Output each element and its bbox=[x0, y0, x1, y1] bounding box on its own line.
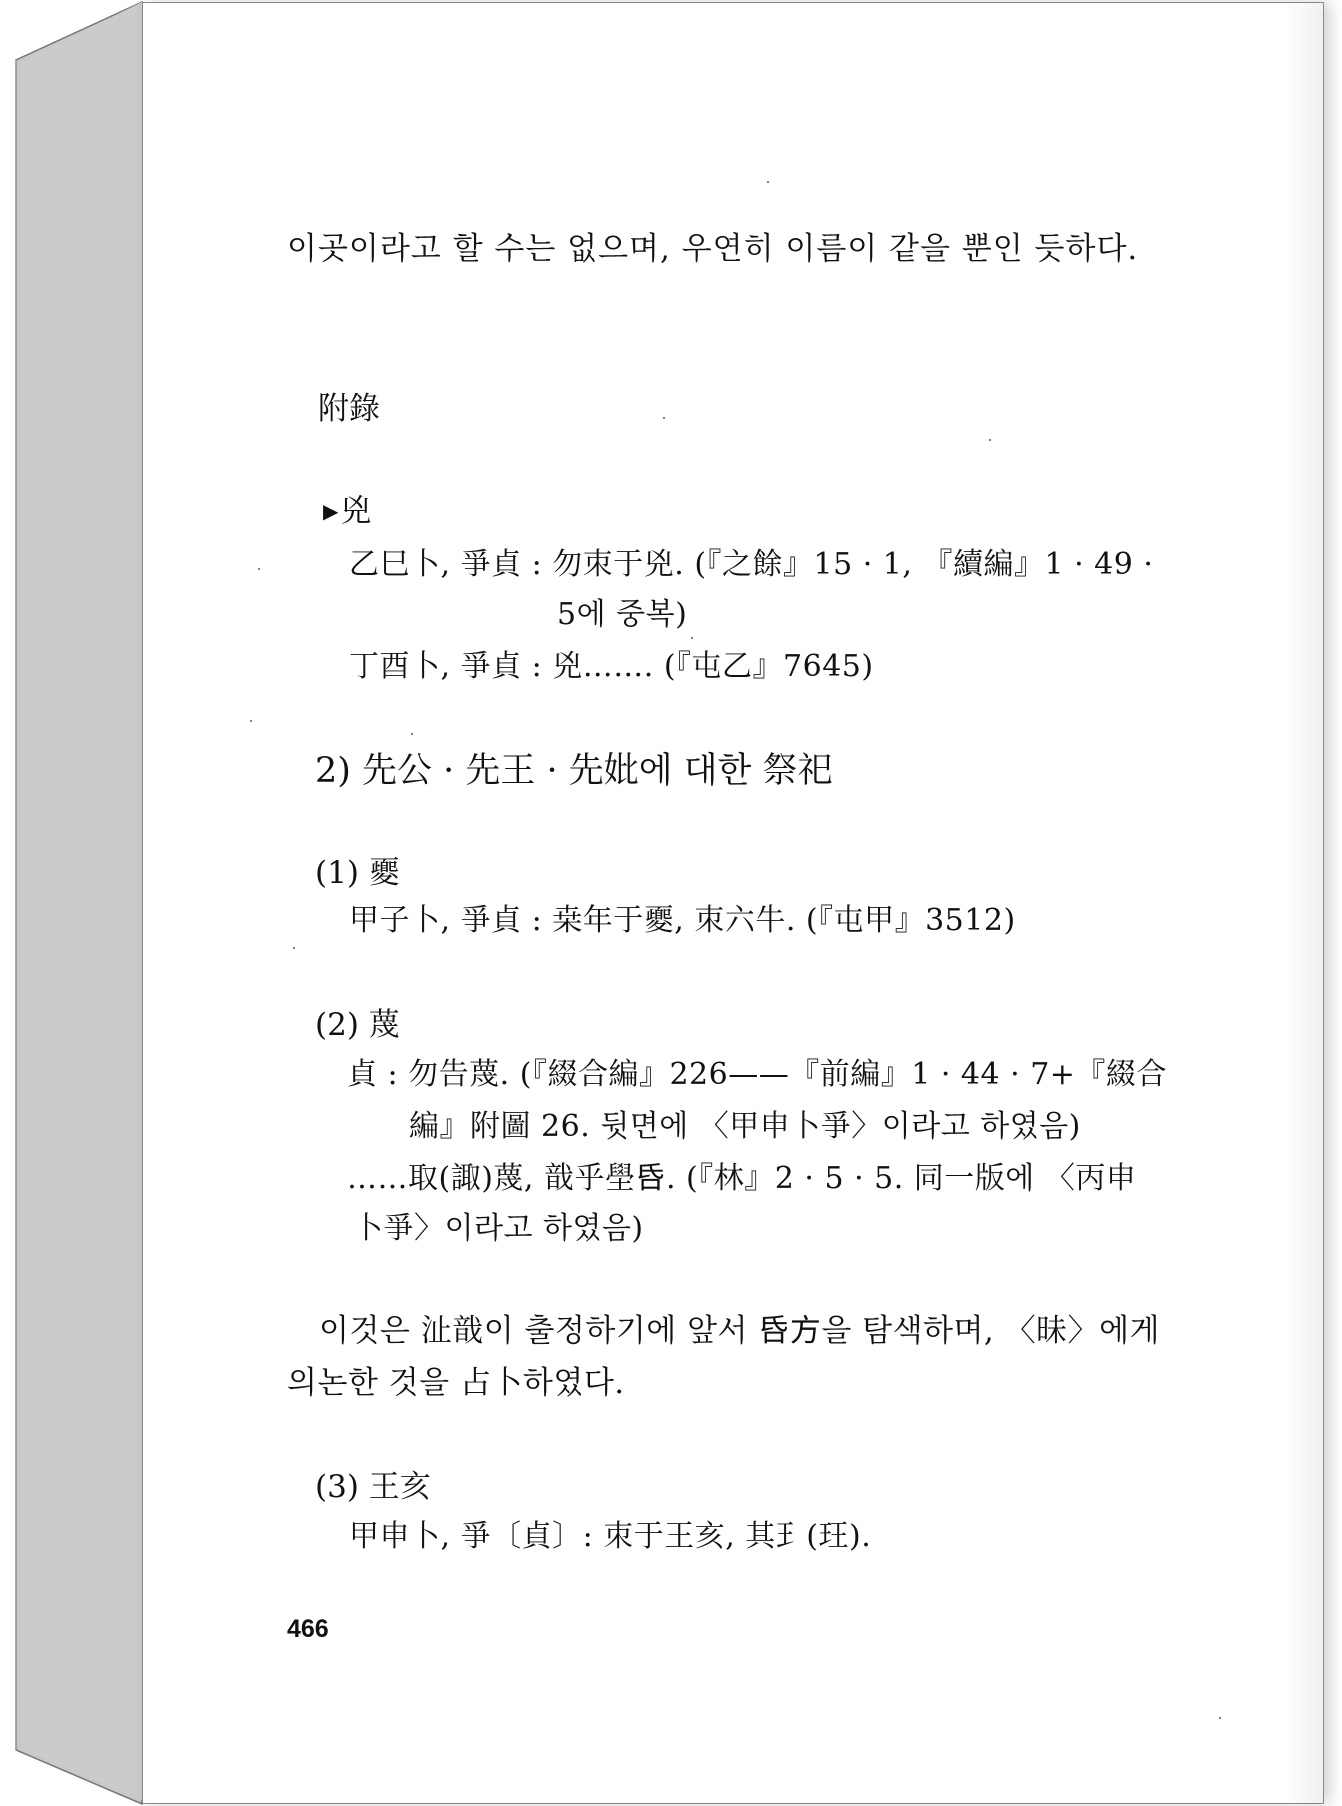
scan-speck bbox=[250, 720, 252, 722]
scan-speck bbox=[258, 568, 260, 570]
sub3-heading: (3) 王亥 bbox=[315, 1469, 431, 1505]
book-page bbox=[142, 2, 1324, 1804]
paragraph-line-2: 의논한 것을 占卜하였다. bbox=[287, 1365, 625, 1401]
scan-speck bbox=[767, 181, 769, 183]
appendix-line-3: 丁酉卜, 爭貞 : 兇……. (『屯乙』7645) bbox=[349, 649, 874, 684]
intro-line: 이곳이라고 할 수는 없으며, 우연히 이름이 같을 뿐인 듯하다. bbox=[287, 231, 1139, 267]
appendix-entry-heading bbox=[323, 493, 371, 529]
page-number: 466 bbox=[287, 1615, 329, 1643]
appendix-line-1: 乙巳卜, 爭貞 : 勿朿于兇. (『之餘』15 · 1, 『續編』1 · 49 · bbox=[349, 547, 1154, 582]
sub2-heading: (2) 蔑 bbox=[315, 1007, 400, 1043]
book-edge bbox=[0, 0, 150, 1806]
scan-speck bbox=[411, 733, 413, 735]
triangle-bullet-icon: ▶ bbox=[323, 499, 339, 523]
sub1-line-1: 甲子卜, 爭貞 : 桒年于夒, 朿六牛. (『屯甲』3512) bbox=[349, 903, 1016, 938]
scan-speck bbox=[691, 637, 693, 639]
sub1-heading: (1) 夒 bbox=[315, 855, 400, 891]
appendix-line-2: 5에 중복) bbox=[557, 597, 688, 632]
scan-speck bbox=[989, 439, 991, 441]
sub3-line-1: 甲申卜, 爭〔貞〕: 朿于王亥, 其𤣩(玨). bbox=[349, 1519, 872, 1554]
paragraph-line-1: 이것은 沚戠이 출정하기에 앞서 𠯑方을 탐색하며, 〈昧〉에게 bbox=[319, 1313, 1161, 1349]
appendix-heading: 附錄 bbox=[318, 391, 380, 427]
sub2-line-3: ……取(諏)蔑, 戠乎壆𠯑. (『林』2 · 5 · 5. 同一版에 〈丙申 bbox=[347, 1161, 1137, 1196]
page-edge-shade bbox=[1283, 3, 1323, 1803]
entry-head-text: 兇 bbox=[340, 493, 372, 529]
sub2-line-2: 編』附圖 26. 뒷면에 〈甲申卜爭〉이라고 하였음) bbox=[409, 1109, 1081, 1144]
sub2-line-1: 貞 : 勿告蔑. (『綴合編』226——『前編』1 · 44 · 7+『綴合 bbox=[347, 1057, 1167, 1092]
scan-speck bbox=[293, 947, 295, 949]
section-title: 2) 先公 · 先王 · 先妣에 대한 祭祀 bbox=[315, 751, 833, 791]
scan-speck bbox=[663, 417, 665, 419]
sub2-line-4: 卜爭〉이라고 하였음) bbox=[353, 1211, 644, 1246]
scan-speck bbox=[1219, 1717, 1221, 1719]
